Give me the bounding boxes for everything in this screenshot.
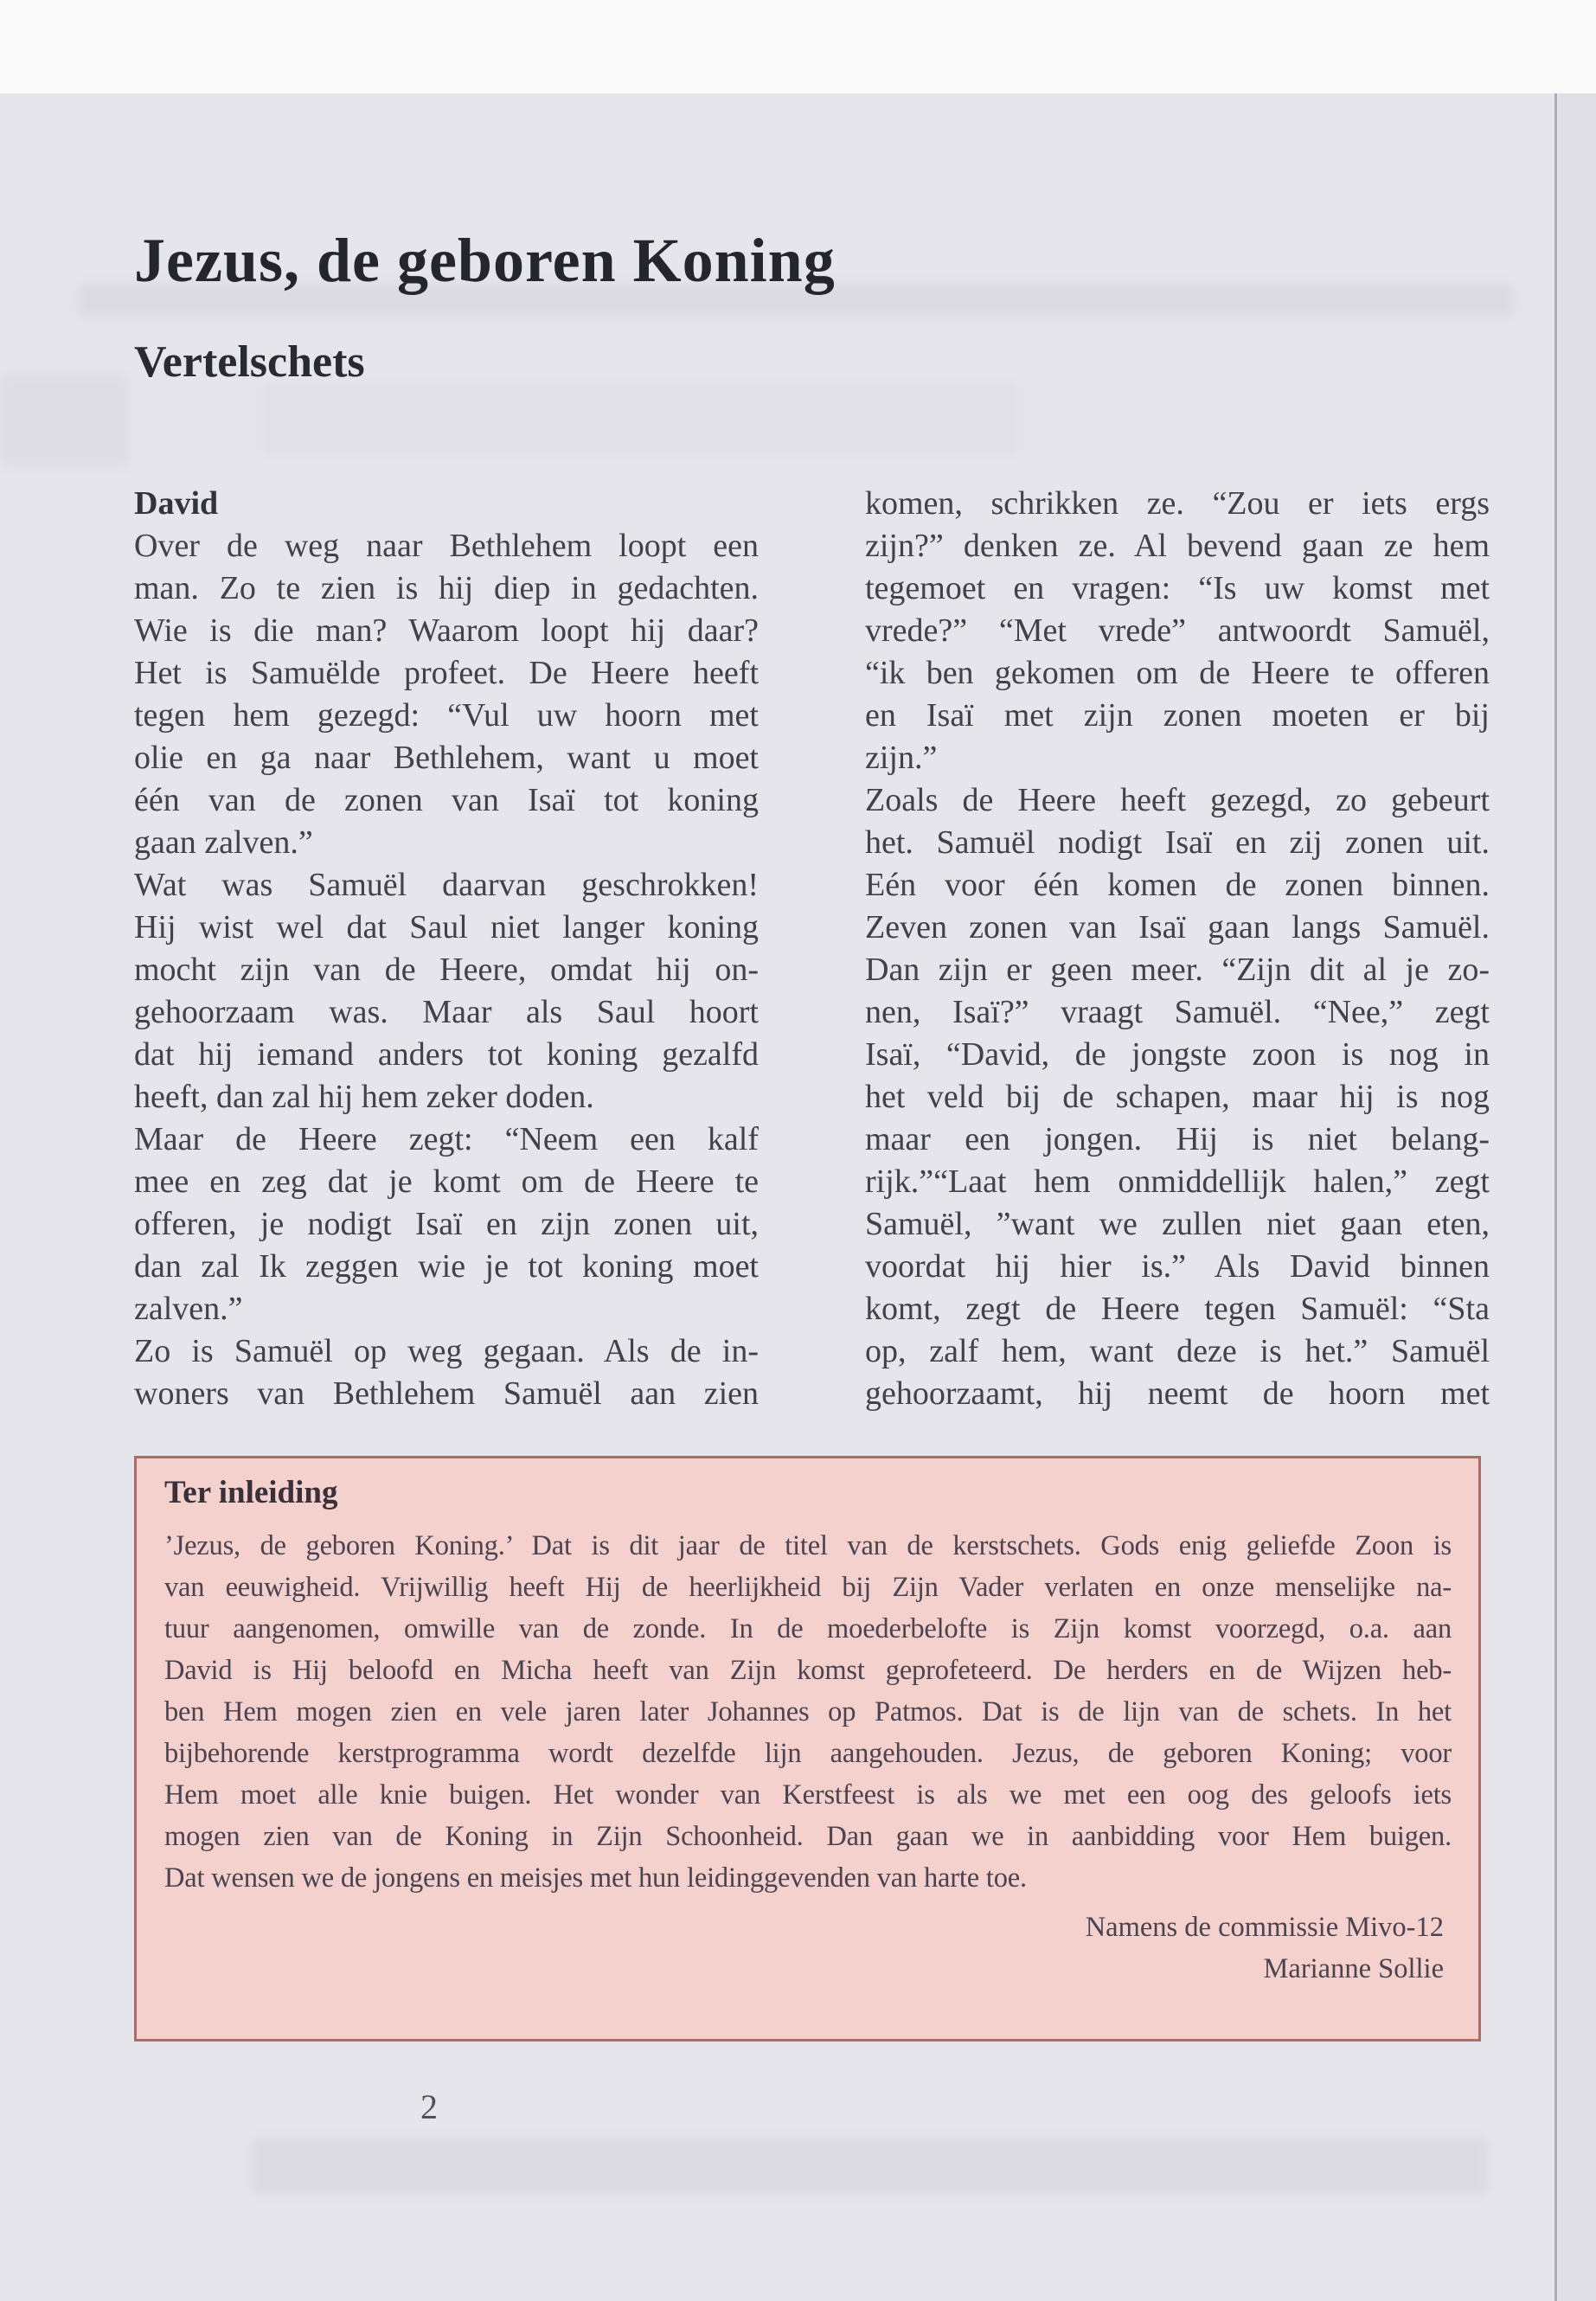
text-line: olie en ga naar Bethlehem, want u moet <box>134 740 759 776</box>
text-line: komen, schrikken ze. “Zou er iets ergs <box>865 485 1490 522</box>
text-line: tegen hem gezegd: “Vul uw hoorn met <box>134 697 759 734</box>
text-line: man. Zo te zien is hij diep in gedachten. <box>134 570 759 606</box>
text-line: van eeuwigheid. Vrijwillig heeft Hij de heerlijkheid bij Zijn Vader verlaten en onze menselijke na- <box>164 1572 1452 1603</box>
text-line: zijn.” <box>865 740 938 776</box>
text-line: “ik ben gekomen om de Heere te offeren <box>865 655 1490 691</box>
text-line: Isaï, “David, de jongste zoon is nog in <box>865 1036 1490 1073</box>
text-line: gehoorzaamt, hij neemt de hoorn met <box>865 1375 1490 1412</box>
text-line: zalven.” <box>134 1291 243 1327</box>
text-line: zijn?” denken ze. Al bevend gaan ze hem <box>865 528 1490 564</box>
scan-bleedthrough-artifact <box>0 374 130 467</box>
text-line: ’Jezus, de geboren Koning.’ Dat is dit jaar de titel van de kerstschets. Gods enig geliefde Zoon is <box>164 1530 1452 1561</box>
paper-edge-line <box>1554 93 1557 2301</box>
text-line: gehoorzaam was. Maar als Saul hoort <box>134 994 759 1030</box>
intro-box <box>134 1456 1481 2041</box>
text-line: Hij wist wel dat Saul niet langer koning <box>134 909 759 945</box>
text-line: Over de weg naar Bethlehem loopt een <box>134 528 759 564</box>
text-line: gaan zalven.” <box>134 824 313 861</box>
text-line: Het is Samuëlde profeet. De Heere heeft <box>134 655 759 691</box>
scan-bleedthrough-artifact <box>251 2138 1488 2194</box>
text-line: tuur aangenomen, omwille van de zonde. In de moederbelofte is Zijn komst voorzegd, o.a. aan <box>164 1613 1452 1644</box>
article-text-right <box>865 483 1490 1415</box>
text-line: Zoals de Heere heeft gezegd, zo gebeurt <box>865 782 1490 818</box>
text-line: dan zal Ik zeggen wie je tot koning moet <box>134 1248 759 1285</box>
text-line: Eén voor één komen de zonen binnen. <box>865 867 1490 903</box>
text-line: dat hij iemand anders tot koning gezalfd <box>134 1036 759 1073</box>
intro-box-text <box>164 1525 1452 1899</box>
text-line: Wat was Samuël daarvan geschrokken! <box>134 867 759 903</box>
text-line: mee en zeg dat je komt om de Heere te <box>134 1163 759 1200</box>
page-title: Jezus, de geboren Koning <box>134 226 836 295</box>
article-column-right <box>865 483 1490 1415</box>
text-line: woners van Bethlehem Samuël aan zien <box>134 1375 759 1412</box>
text-line: mogen zien van de Koning in Zijn Schoonheid. Dan gaan we in aanbidding voor Hem buigen. <box>164 1821 1452 1852</box>
text-line: mocht zijn van de Heere, omdat hij on- <box>134 952 759 988</box>
intro-box-heading: Ter inleiding <box>164 1475 338 1510</box>
text-line: heeft, dan zal hij hem zeker doden. <box>134 1079 594 1115</box>
article-column-left <box>134 483 759 1415</box>
section-heading-david: David <box>134 485 219 522</box>
text-line: en Isaï met zijn zonen moeten er bij <box>865 697 1490 734</box>
text-line: één van de zonen van Isaï tot koning <box>134 782 759 818</box>
text-line: Dan zijn er geen meer. “Zijn dit al je zo- <box>865 952 1490 988</box>
text-line: Hem moet alle knie buigen. Het wonder van Kerstfeest is als we met een oog des geloofs iets <box>164 1779 1452 1811</box>
text-line: offeren, je nodigt Isaï en zijn zonen uit, <box>134 1206 759 1242</box>
signature-commission: Namens de commissie Mivo-12 <box>1085 1912 1444 1943</box>
text-line: vrede?” “Met vrede” antwoordt Samuël, <box>865 612 1490 649</box>
article-text-left <box>134 525 759 1415</box>
text-line: maar een jongen. Hij is niet belang- <box>865 1121 1490 1157</box>
text-line: Samuël, ”want we zullen niet gaan eten, <box>865 1206 1490 1242</box>
text-line: tegemoet en vragen: “Is uw komst met <box>865 570 1490 606</box>
text-line: Zo is Samuël op weg gegaan. Als de in- <box>134 1333 759 1369</box>
text-line: Dat wensen we de jongens en meisjes met hun leidinggevenden van harte toe. <box>164 1862 1027 1894</box>
page-subtitle: Vertelschets <box>134 337 365 387</box>
page-number: 2 <box>420 2087 438 2126</box>
text-line: bijbehorende kerstprogramma wordt dezelfde lijn aangehouden. Jezus, de geboren Koning; voor <box>164 1738 1452 1769</box>
text-line: op, zalf hem, want deze is het.” Samuël <box>865 1333 1490 1369</box>
text-line: rijk.”“Laat hem onmiddellijk halen,” zegt <box>865 1163 1490 1200</box>
text-line: nen, Isaï?” vraagt Samuël. “Nee,” zegt <box>865 994 1490 1030</box>
signature-name: Marianne Sollie <box>1263 1953 1444 1984</box>
scan-right-margin <box>1558 93 1596 2301</box>
text-line: Zeven zonen van Isaï gaan langs Samuël. <box>865 909 1490 945</box>
text-line: komt, zegt de Heere tegen Samuël: “Sta <box>865 1291 1490 1327</box>
text-line: Maar de Heere zegt: “Neem een kalf <box>134 1121 759 1157</box>
text-line: Wie is die man? Waarom loopt hij daar? <box>134 612 759 649</box>
text-line: ben Hem mogen zien en vele jaren later Johannes op Patmos. Dat is de lijn van de schets. In het <box>164 1696 1452 1727</box>
text-line: voordat hij hier is.” Als David binnen <box>865 1248 1490 1285</box>
scan-bleedthrough-artifact <box>260 381 1021 457</box>
text-line: David is Hij beloofd en Micha heeft van Zijn komst geprofeteerd. De herders en de Wijzen heb- <box>164 1655 1452 1686</box>
text-line: het. Samuël nodigt Isaï en zij zonen uit. <box>865 824 1490 861</box>
text-line: het veld bij de schapen, maar hij is nog <box>865 1079 1490 1115</box>
